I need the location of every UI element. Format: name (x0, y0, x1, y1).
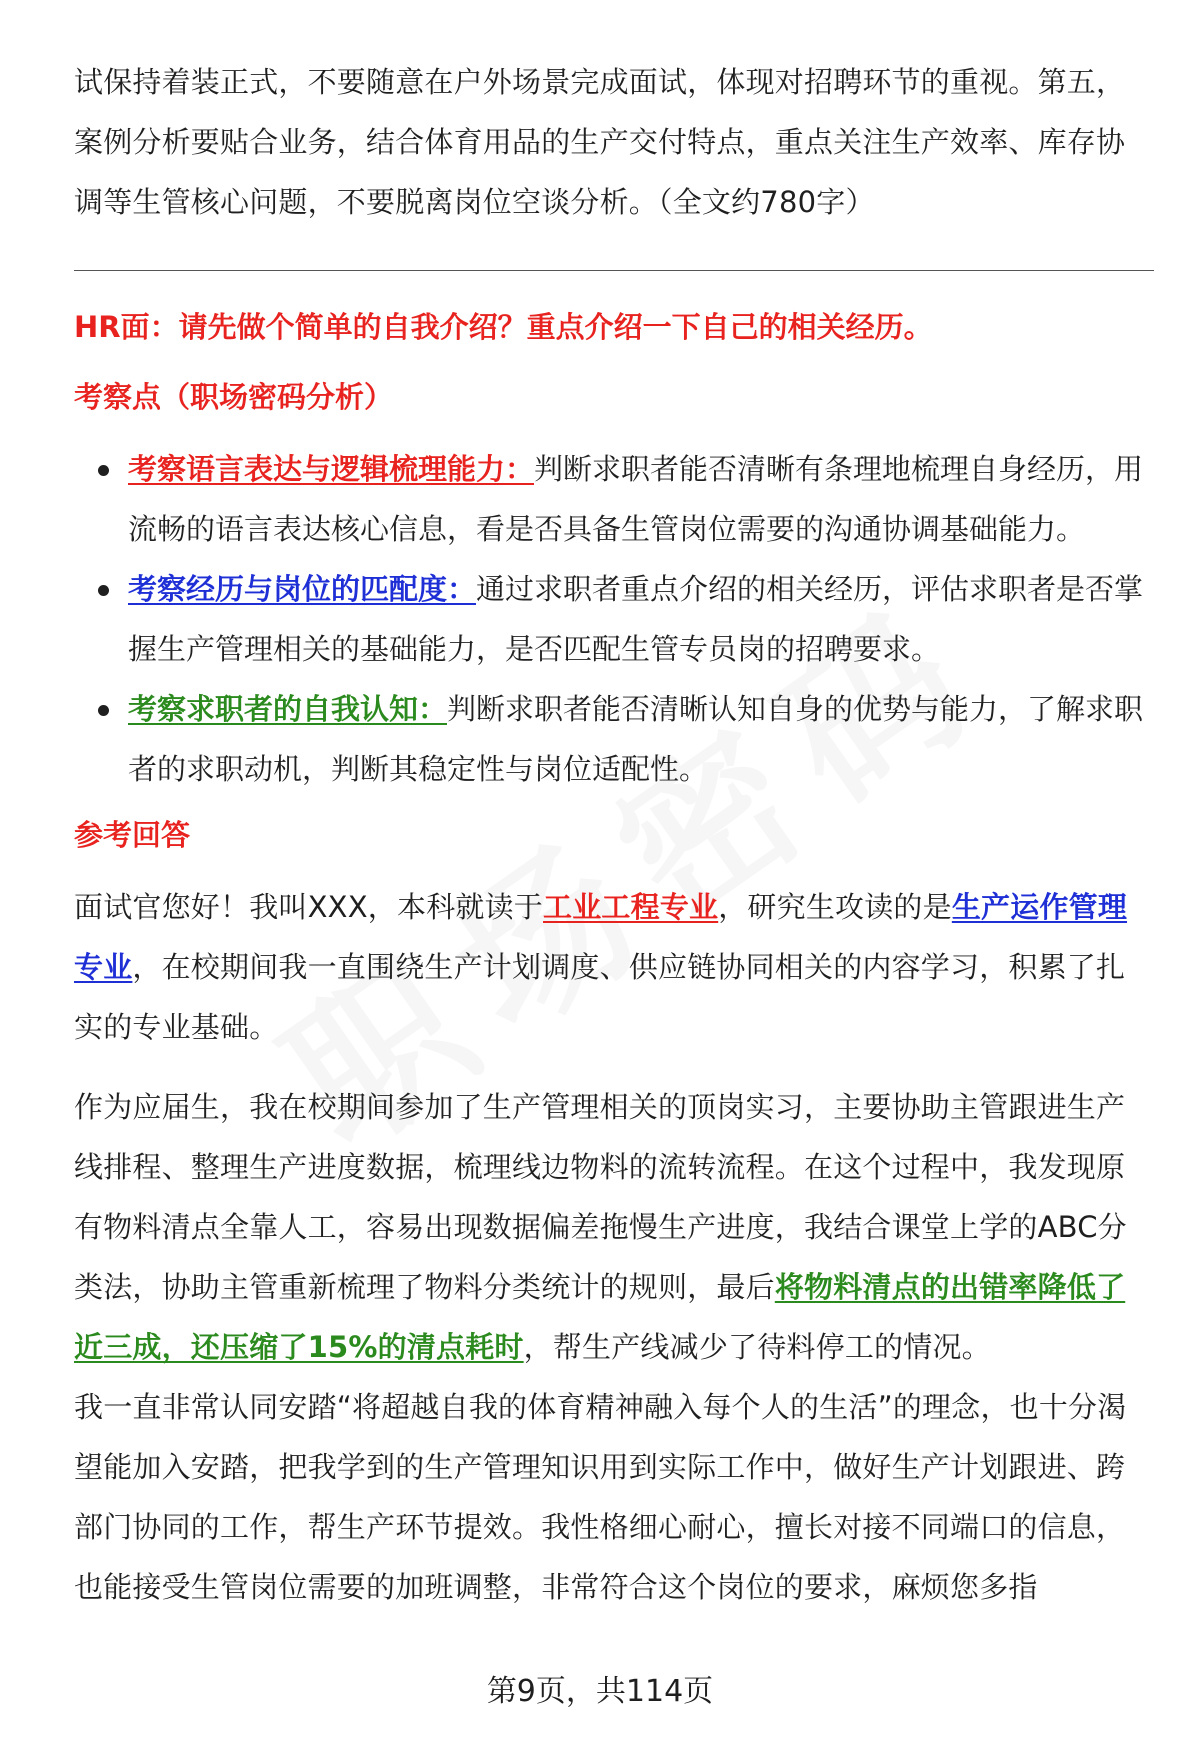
focus-point (128, 439, 1154, 559)
highlight-major-grad: 生产运作管理专业 (74, 890, 1128, 984)
focus-points-list (74, 439, 1154, 799)
highlight-achievement: 将物料清点的出错率降低了近三成，还压缩了15%的清点耗时 (74, 1270, 1126, 1364)
focus-point-key: 考察求职者的自我认知： (128, 692, 448, 726)
document-page (74, 52, 1154, 1617)
answer-text: ，在校期间我一直围绕生产计划调度、供应链协同相关的内容学习，积累了扎实的专业基础。 (74, 950, 1126, 1044)
focus-point-key: 考察语言表达与逻辑梳理能力： (128, 452, 535, 486)
focus-point (128, 679, 1154, 799)
answer-title: 参考回答 (74, 818, 191, 852)
question-title: HR面：请先做个简单的自我介绍？重点介绍一下自己的相关经历。 (74, 310, 933, 344)
focus-point-text: 判断求职者能否清晰有条理地梳理自身经历，用流畅的语言表达核心信息，看是否具备生管岗位需要的沟通协调基础能力。 (128, 452, 1144, 546)
answer-text: ，帮生产线减少了待料停工的情况。 (523, 1330, 991, 1364)
focus-title: 考察点（职场密码分析） (74, 380, 394, 414)
focus-point-key: 考察经历与岗位的匹配度： (128, 572, 477, 606)
focus-point (128, 559, 1154, 679)
answer-paragraph-1 (74, 877, 1154, 1057)
intro-paragraph: 试保持着装正式，不要随意在户外场景完成面试，体现对招聘环节的重视。第五，案例分析要贴合业务，结合体育用品的生产交付特点，重点关注生产效率、库存协调等生管核心问题，不要脱离岗位空谈分析。（全文约780字） (74, 65, 1126, 219)
section-divider (74, 270, 1154, 271)
answer-text: 作为应届生，我在校期间参加了生产管理相关的顶岗实习，主要协助主管跟进生产线排程、整理生产进度数据，梳理线边物料的流转流程。在这个过程中，我发现原有物料清点全靠人工，容易出现数据偏差拖慢生产进度，我结合课堂上学的ABC分类法，协助主管重新梳理了物料分类统计的规则，最后 (74, 1090, 1127, 1304)
focus-point-text: 判断求职者能否清晰认知自身的优势与能力，了解求职者的求职动机，判断其稳定性与岗位适配性。 (128, 692, 1144, 786)
answer-text: ，研究生攻读的是 (718, 890, 952, 924)
answer-paragraph-3: 我一直非常认同安踏“将超越自我的体育精神融入每个人的生活”的理念，也十分渴望能加入安踏，把我学到的生产管理知识用到实际工作中，做好生产计划跟进、跨部门协同的工作，帮生产环节提效。我性格细心耐心，擅长对接不同端口的信息，也能接受生管岗位需要的加班调整，非常符合这个岗位的要求，麻烦您多指 (74, 1390, 1127, 1604)
highlight-major-undergrad: 工业工程专业 (543, 890, 719, 924)
answer-paragraph-2 (74, 1077, 1154, 1377)
answer-text: 面试官您好！我叫XXX，本科就读于 (74, 890, 544, 924)
focus-point-text: 通过求职者重点介绍的相关经历，评估求职者是否掌握生产管理相关的基础能力，是否匹配生管专员岗的招聘要求。 (128, 572, 1144, 666)
page-number: 第9页，共114页 (486, 1674, 714, 1709)
